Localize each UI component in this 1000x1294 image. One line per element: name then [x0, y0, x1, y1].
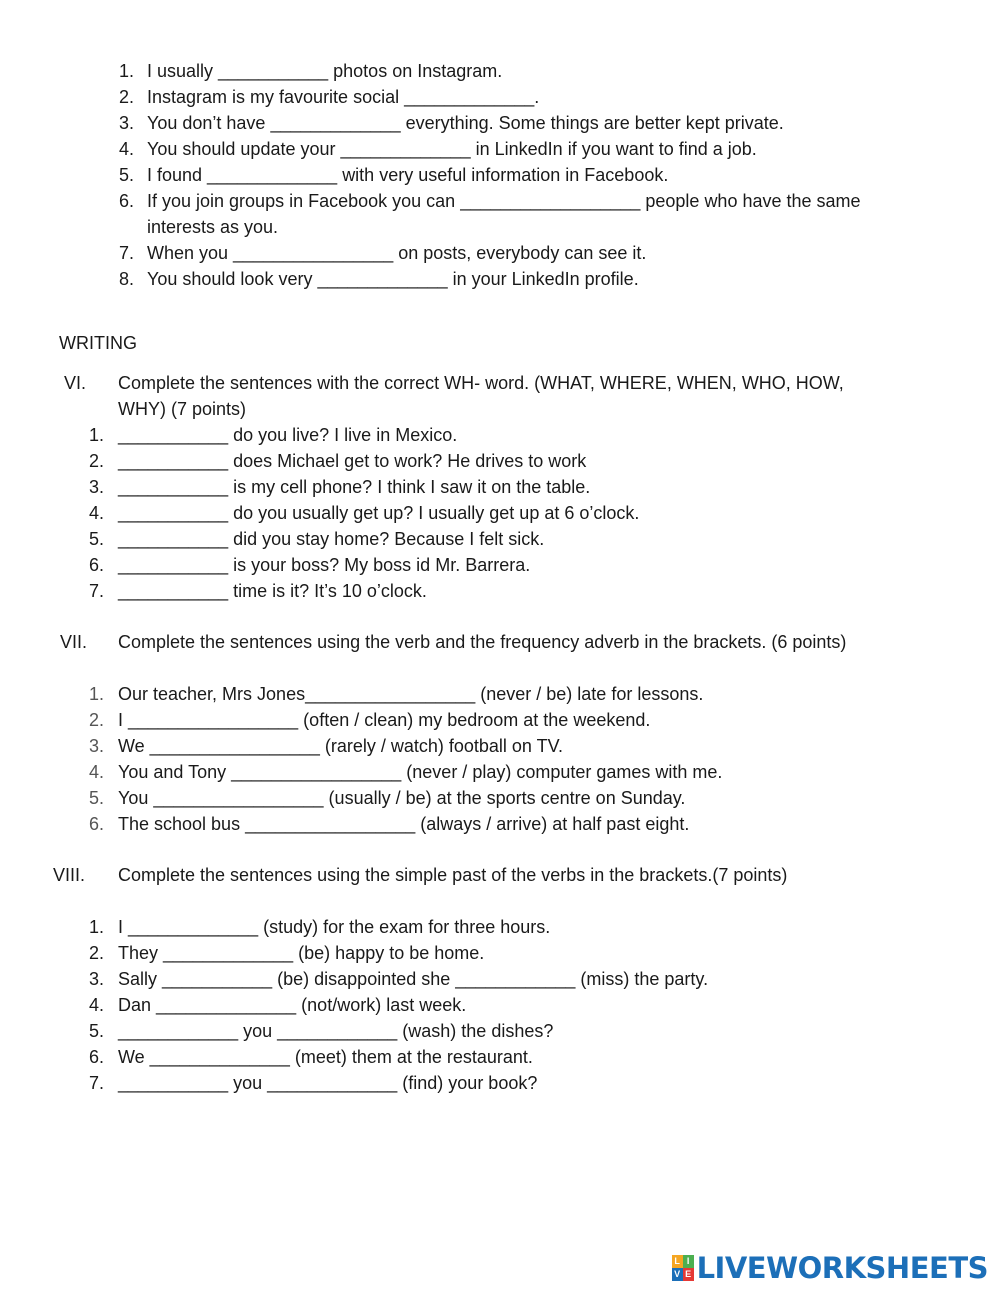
- item-number: 2.: [88, 943, 104, 963]
- item-number: 1.: [88, 684, 104, 704]
- item-text: Instagram is my favourite social _____________.: [147, 87, 540, 107]
- instruction-text: Complete the sentences using the simple past of the verbs in the brackets.(7 points): [118, 865, 788, 885]
- item-text: ___________ you _____________ (find) your book?: [118, 1073, 538, 1093]
- item-number: 5.: [88, 788, 104, 808]
- item-number: 4.: [118, 139, 134, 159]
- logo-icon-letter: L: [672, 1255, 683, 1268]
- logo-icon-letter: I: [683, 1255, 694, 1268]
- item-text: Dan ______________ (not/work) last week.: [118, 995, 467, 1015]
- item-text: We ______________ (meet) them at the restaurant.: [118, 1047, 533, 1067]
- item-number: 4.: [88, 995, 104, 1015]
- item-number: 6.: [88, 1047, 104, 1067]
- item-text: ___________ time is it? It’s 10 o’clock.: [118, 581, 427, 601]
- section-numeral: VIII.: [53, 865, 86, 885]
- instruction-text: Complete the sentences with the correct WH- word. (WHAT, WHERE, WHEN, WHO, HOW,: [118, 373, 844, 393]
- item-number: 3.: [88, 736, 104, 756]
- item-text: I found _____________ with very useful information in Facebook.: [147, 165, 669, 185]
- logo-text: LIVEWORKSHEETS: [696, 1251, 988, 1285]
- item-text: You don’t have _____________ everything. Some things are better kept private.: [147, 113, 784, 133]
- liveworksheets-logo[interactable]: [672, 1253, 988, 1283]
- item-text: We _________________ (rarely / watch) football on TV.: [118, 736, 563, 756]
- item-text: ___________ did you stay home? Because I felt sick.: [118, 529, 545, 549]
- item-text: ___________ do you live? I live in Mexico.: [118, 425, 458, 445]
- item-text: ___________ is my cell phone? I think I saw it on the table.: [118, 477, 591, 497]
- item-text: ___________ does Michael get to work? He drives to work: [118, 451, 587, 471]
- item-number: 7.: [118, 243, 134, 263]
- item-number: 8.: [118, 269, 134, 289]
- item-number: 5.: [118, 165, 134, 185]
- instruction-text: Complete the sentences using the verb and the frequency adverb in the brackets. (6 points): [118, 632, 847, 652]
- item-text: The school bus _________________ (always / arrive) at half past eight.: [118, 814, 690, 834]
- liveworksheets-logo-icon: [672, 1255, 694, 1281]
- instruction-text-continuation: WHY) (7 points): [118, 399, 247, 419]
- item-text: You _________________ (usually / be) at the sports centre on Sunday.: [118, 788, 686, 808]
- item-text: They _____________ (be) happy to be home.: [118, 943, 485, 963]
- section-numeral: VII.: [60, 632, 88, 652]
- item-number: 3.: [88, 477, 104, 497]
- item-number: 3.: [118, 113, 134, 133]
- section-numeral: VI.: [64, 373, 87, 393]
- item-number: 6.: [88, 814, 104, 834]
- logo-icon-letter: V: [672, 1268, 683, 1281]
- item-number: 2.: [118, 87, 134, 107]
- item-number: 7.: [88, 581, 104, 601]
- item-number: 5.: [88, 1021, 104, 1041]
- item-number: 4.: [88, 503, 104, 523]
- item-number: 4.: [88, 762, 104, 782]
- item-number: 6.: [118, 191, 134, 211]
- item-text: I _________________ (often / clean) my bedroom at the weekend.: [118, 710, 651, 730]
- item-number: 3.: [88, 969, 104, 989]
- item-text: You should update your _____________ in LinkedIn if you want to find a job.: [147, 139, 757, 159]
- item-number: 1.: [88, 425, 104, 445]
- item-number: 5.: [88, 529, 104, 549]
- item-number: 7.: [88, 1073, 104, 1093]
- item-number: 1.: [88, 917, 104, 937]
- item-text: When you ________________ on posts, everybody can see it.: [147, 243, 647, 263]
- item-number: 6.: [88, 555, 104, 575]
- item-text: ____________ you ____________ (wash) the dishes?: [118, 1021, 554, 1041]
- writing-heading: WRITING: [59, 333, 137, 353]
- item-text: I _____________ (study) for the exam for three hours.: [118, 917, 551, 937]
- item-text: If you join groups in Facebook you can __________________ people who have the same: [147, 191, 861, 211]
- item-text: ___________ is your boss? My boss id Mr. Barrera.: [118, 555, 531, 575]
- item-text-continuation: interests as you.: [147, 217, 279, 237]
- item-text: ___________ do you usually get up? I usually get up at 6 o’clock.: [118, 503, 640, 523]
- item-text: You should look very _____________ in your LinkedIn profile.: [147, 269, 639, 289]
- logo-icon-letter: E: [683, 1268, 694, 1281]
- item-text: I usually ___________ photos on Instagram.: [147, 61, 503, 81]
- item-text: Sally ___________ (be) disappointed she ____________ (miss) the party.: [118, 969, 709, 989]
- item-number: 2.: [88, 710, 104, 730]
- item-number: 2.: [88, 451, 104, 471]
- item-text: Our teacher, Mrs Jones_________________ (never / be) late for lessons.: [118, 684, 704, 704]
- item-text: You and Tony _________________ (never / play) computer games with me.: [118, 762, 723, 782]
- item-number: 1.: [118, 61, 134, 81]
